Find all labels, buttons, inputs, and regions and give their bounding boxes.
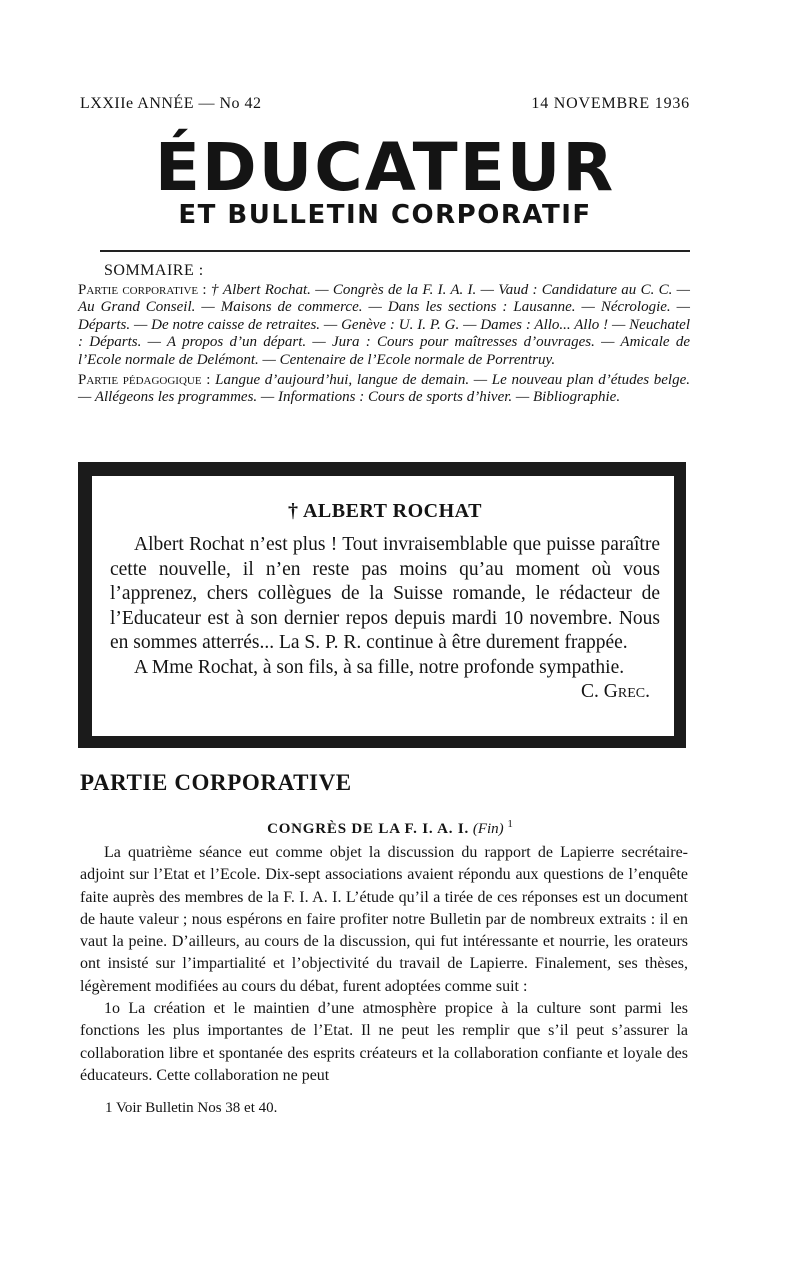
issue-date: 14 NOVEMBRE 1936 <box>531 95 690 112</box>
obituary-frame <box>78 462 686 748</box>
toc-heading: SOMMAIRE : <box>104 262 204 279</box>
journal-subtitle: ET BULLETIN CORPORATIF <box>178 200 592 230</box>
volume-number: LXXIIe ANNÉE — No 42 <box>80 95 262 112</box>
article-paragraph: La quatrième séance eut comme objet la discussion du rapport de Lapierre secrétaire-adjoint sur l’Etat et l’Ecole. Dix-sept associations avaient répondu aux questions de l’enquête faite auprès des membres de la F. I. A. I. L’étude qu’il a tirée de ces réponses est un document de haute valeur ; nous espérons en faire profiter notre Bulletin par de nombreux extraits : il en vaut la peine. D’ailleurs, au cours de la discussion, qui fut intéressante et nourrie, les orateurs ont insisté sur l’impartialité et l’objectivité du travail de Lapierre. Finalement, ses thèses, légèrement modifiées au cours du débat, furent adoptées comme suit : <box>80 844 688 995</box>
footnote: 1 Voir Bulletin Nos 38 et 40. <box>105 1100 278 1116</box>
obituary-signature: C. Grec. <box>581 681 650 702</box>
toc-pedagogique <box>78 372 690 407</box>
table-of-contents <box>78 262 690 407</box>
article-paragraph: 1o La création et le maintien d’une atmosphère propice à la culture sont parmi les fonctions les plus importantes de l’Etat. Il ne peut les remplir que s’il peut s’assurer la collaboration libre et spontanée des esprits créateurs et la collaboration confiante et loyale des éducateurs. Cette collaboration ne peut <box>80 1000 688 1084</box>
divider <box>100 250 690 252</box>
footnote-mark: 1 <box>507 818 513 830</box>
toc-corporative <box>78 282 690 370</box>
article-title: CONGRÈS DE LA F. I. A. I. <box>267 821 470 837</box>
obituary-condolence: A Mme Rochat, à son fils, à sa fille, notre profonde sympathie. <box>134 656 625 678</box>
obituary-title: † ALBERT ROCHAT <box>288 500 482 522</box>
obituary-paragraph: Albert Rochat n’est plus ! Tout invraisemblable que puisse paraître cette nouvelle, il n’en reste pas moins qu’au moment où vous l’apprenez, chers collègues de la Suisse romande, le rédacteur de l’Educateur est à son dernier repos depuis mardi 10 novembre. Nous en sommes atterrés... La S. P. R. continue à être durement frappée. <box>110 534 660 653</box>
obituary-text <box>110 533 660 702</box>
toc-corporative-text: † Albert Rochat. — Congrès de la F. I. A. I. — Vaud : Candidature au C. C. — Au Grand Conseil. — Maisons de commerce. — Dans les sections : Lausanne. — Nécrologie. — Départs. — De notre caisse de retraites. — Genève : U. I. P. G. — Dames : Allo... Allo ! — Neuchatel : Départs. — A propos d’un départ. — Jura : Cours pour maîtresses d’ouvrages. — Amicale de l’Ecole normale de Delémont. — Centenaire de l’Ecole normale de Porrentruy. <box>78 281 690 368</box>
article-body <box>80 842 688 1087</box>
toc-pedagogique-text: Langue d’aujourd’hui, langue de demain. — Le nouveau plan d’études belge. — Allégeons les programmes. — Informations : Cours de sports d’hiver. — Bibliographie. <box>78 371 691 406</box>
article-suffix: (Fin) <box>472 821 504 837</box>
obituary-box <box>92 476 674 736</box>
obituary-paragraph <box>110 656 660 702</box>
journal-title: ÉDUCATEUR <box>154 129 616 206</box>
section-heading: PARTIE CORPORATIVE <box>80 770 352 795</box>
toc-pedagogique-label: Partie pédagogique : <box>78 371 211 388</box>
article-heading <box>0 818 780 838</box>
toc-corporative-label: Partie corporative : <box>78 281 207 298</box>
